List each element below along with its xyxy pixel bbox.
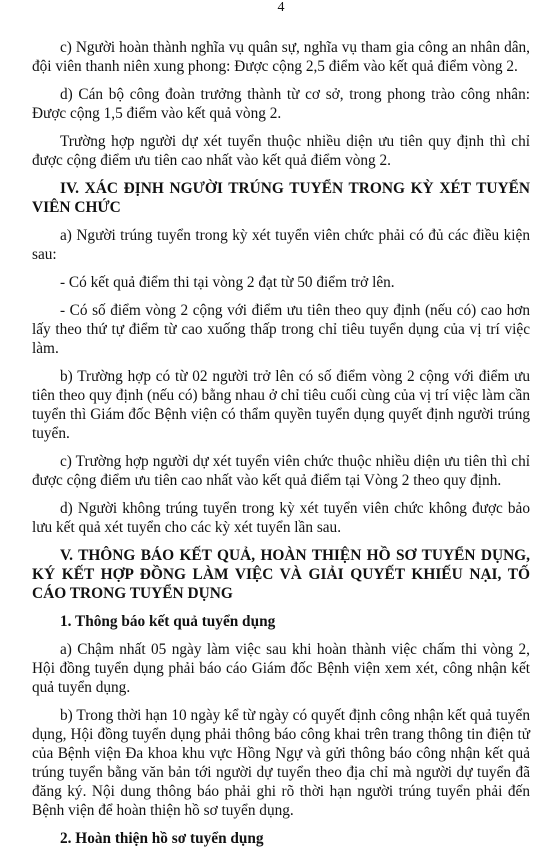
section-v-heading: V. THÔNG BÁO KẾT QUẢ, HOÀN THIỆN HỒ SƠ TUYỂN DỤNG, KÝ KẾT HỢP ĐỒNG LÀM VIỆC VÀ GIẢI QUYẾT KHIẾU NẠI, TỐ CÁO TRONG TUYỂN DỤNG [32, 547, 530, 602]
subsection-1-heading: 1. Thông báo kết quả tuyển dụng [60, 613, 276, 630]
paragraph-iv-a-condition-2: - Có số điểm vòng 2 cộng với điểm ưu tiên theo quy định (nếu có) cao hơn lấy theo thứ tự điểm từ cao xuống thấp trong chỉ tiêu tuyển dụng của vị trí việc làm. [32, 302, 530, 357]
paragraph-iv-c: c) Trường hợp người dự xét tuyển viên chức thuộc nhiều diện ưu tiên thì chỉ được cộng điểm ưu tiên cao nhất vào kết quả điểm tại Vòng 2 theo quy định. [32, 453, 530, 489]
section-iv-heading: IV. XÁC ĐỊNH NGƯỜI TRÚNG TUYỂN TRONG KỲ XÉT TUYỂN VIÊN CHỨC [32, 180, 530, 216]
paragraph-priority-c: c) Người hoàn thành nghĩa vụ quân sự, nghĩa vụ tham gia công an nhân dân, đội viên thanh niên xung phong: Được cộng 2,5 điểm vào kết quả điểm vòng 2. [32, 39, 530, 75]
subsection-2-heading: 2. Hoàn thiện hồ sơ tuyển dụng [60, 830, 264, 847]
paragraph-iv-d: d) Người không trúng tuyển trong kỳ xét tuyển viên chức không được bảo lưu kết quả xét tuyển cho các kỳ xét tuyển lần sau. [32, 500, 530, 536]
paragraph-v1-a: a) Chậm nhất 05 ngày làm việc sau khi hoàn thành việc chấm thi vòng 2, Hội đồng tuyển dụng phải báo cáo Giám đốc Bệnh viện xem xét, công nhận kết quả tuyển dụng. [32, 641, 530, 696]
paragraph-iv-a-condition-1: - Có kết quả điểm thi tại vòng 2 đạt từ 50 điểm trở lên. [60, 274, 395, 291]
paragraph-v1-b: b) Trong thời hạn 10 ngày kể từ ngày có quyết định công nhận kết quả tuyển dụng, Hội đồng tuyển dụng phải thông báo công khai trên trang thông tin điện tử của Bệnh viện Đa khoa khu vực Hồng Ngự và gửi thông báo công nhận kết quả trúng tuyển bằng văn bản tới người dự tuyển theo địa chỉ mà người dự tuyển đã đăng ký. Nội dung thông báo phải ghi rõ thời hạn người trúng tuyển phải đến Bệnh viện để hoàn thiện hồ sơ tuyển dụng. [32, 707, 530, 819]
paragraph-multiple-priority: Trường hợp người dự xét tuyển thuộc nhiều diện ưu tiên quy định thì chỉ được cộng điểm ưu tiên cao nhất vào kết quả điểm vòng 2. [32, 133, 530, 169]
paragraph-iv-b: b) Trường hợp có từ 02 người trở lên có số điểm vòng 2 cộng với điểm ưu tiên theo quy định (nếu có) bằng nhau ở chỉ tiêu cuối cùng của vị trí việc làm cần tuyển thì Giám đốc Bệnh viện có thẩm quyền tuyển dụng quyết định người trúng tuyển. [32, 368, 530, 442]
paragraph-iv-a: a) Người trúng tuyển trong kỳ xét tuyển viên chức phải có đủ các điều kiện sau: [32, 227, 530, 263]
paragraph-priority-d: d) Cán bộ công đoàn trưởng thành từ cơ sở, trong phong trào công nhân: Được cộng 1,5 điểm vào kết quả vòng 2. [32, 86, 530, 122]
page-number: 4 [277, 0, 285, 15]
